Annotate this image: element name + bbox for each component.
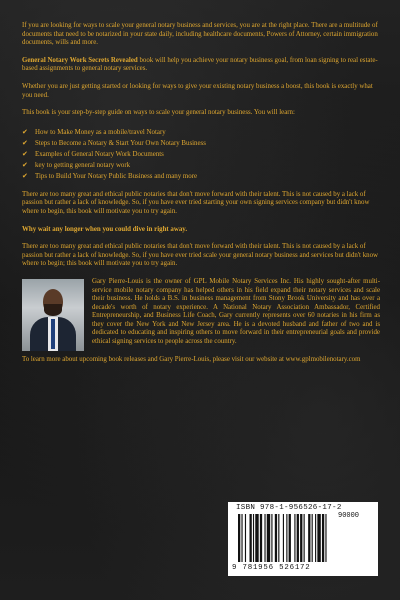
book-description-text: book will help you achieve your notary business goal, from loan signing to real estate-based assignments to general notary services. [22,56,378,73]
motivation-paragraph: There are too many great and ethical public notaries that don't move forward with their talent. This is not caused by a lack of passion but rather a lack of knowledge. So, if you have ever tried starting your own signing services company but didn't know where to begin, this book will motivate you to try again. [22,190,370,215]
isbn-barcode [228,502,378,576]
website-paragraph: To learn more about upcoming book releases and Gary Pierre-Louis, please visit our website at www.gplmobilenotary.com [22,355,361,363]
checkmark-icon: ✔ [22,127,28,136]
intro-paragraph: If you are looking for ways to scale your general notary business and services, you are at the right place. There are a multitude of documents that need to be notarized in your state daily, including healthcare documents, Powers of Attorney, certain immigration documents, wills and more. [22,22,378,47]
price-code: 90000 [338,512,360,520]
learn-intro-paragraph: This book is your step-by-step guide on ways to scale your general notary business. You will learn: [22,109,295,117]
isbn-label: ISBN 978-1-956526-17-2 [236,504,342,512]
book-title: General Notary Work Secrets Revealed [22,56,138,64]
author-bio: Gary Pierre-Louis is the owner of GPL Mobile Notary Services Inc. His highly sought-after multi-service mobile notary company has helped others in his field expand their notary services and scale their business. He holds a B.S. in business management from Stony Brook University and has over a decade's worth of notary experience. A National Notary Association Ambassador, Certified Entrepreneurship, and Business Life Coach, Gary currently represents over 60 notaries in his firm as they cover the New York and New Jersey area. He is a devoted husband and father of two and is dedicated to educating and inspiring others to move forward in their entrepreneurial goals and provide ethical signing services to people across the country. [92,277,380,346]
checkmark-icon: ✔ [22,138,28,147]
checkmark-icon: ✔ [22,160,28,169]
list-item: ✔ How to Make Money as a mobile/travel Notary [22,127,166,136]
list-item: ✔ Tips to Build Your Notary Public Business and many more [22,171,198,180]
learning-list [22,127,380,182]
book-description-paragraph [22,57,380,74]
cover-text-column [22,22,380,373]
author-bio-block [22,278,380,356]
list-item: ✔ Examples of General Notary Work Documents [22,149,164,158]
checkmark-icon: ✔ [22,149,28,158]
author-photo [22,279,84,351]
barcode-icon [238,514,368,562]
motivation-paragraph-repeat: There are too many great and ethical public notaries that don't move forward with their talent. This is not caused by a lack of passion but rather a lack of knowledge. So, if you have ever tried scale your general notary business and services but didn't know where to begin; this book will motivate you to try again. [22,243,379,268]
why-wait-heading: Why wait any longer when you could dive in right away. [22,225,188,233]
barcode-digits: 9 781956 526172 [232,564,311,572]
checkmark-icon: ✔ [22,171,28,180]
list-item: ✔ key to getting general notary work [22,160,131,169]
audience-paragraph: Whether you are just getting started or looking for ways to give your existing notary business a boost, this book is exactly what you need. [22,82,373,99]
list-item: ✔ Steps to Become a Notary & Start Your Own Notary Business [22,138,206,147]
